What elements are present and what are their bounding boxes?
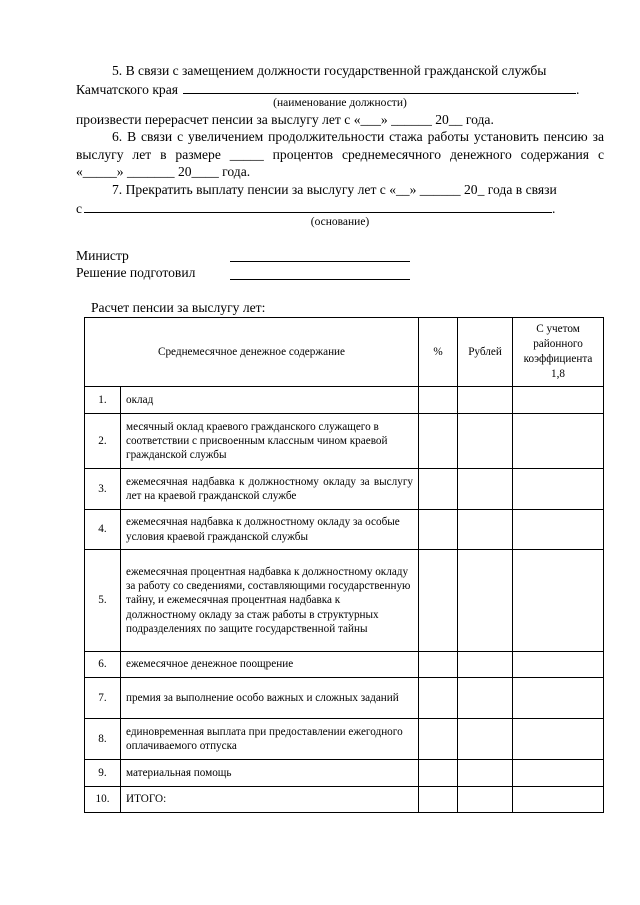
coefficient-cell[interactable] <box>513 760 604 787</box>
row-number: 1. <box>85 387 121 414</box>
rubles-cell[interactable] <box>458 652 513 678</box>
paragraph-7-line-2 <box>76 199 604 218</box>
table-row <box>85 652 604 678</box>
header-description: Среднемесячное денежное содержание <box>85 318 419 387</box>
table-row <box>85 387 604 414</box>
table-row <box>85 760 604 787</box>
table-total-row <box>85 787 604 813</box>
row-description: ИТОГО: <box>121 787 419 813</box>
row-description: месячный оклад краевого гражданского служащего в соответствии с присвоенным классным чином краевой гражданской службы <box>121 414 419 469</box>
percent-cell[interactable] <box>419 387 458 414</box>
paragraph-5-text-1: 5. В связи с замещением должности государственной гражданской службы <box>112 63 547 78</box>
table-row <box>85 414 604 469</box>
row-description: ежемесячное денежное поощрение <box>121 652 419 678</box>
rubles-cell[interactable] <box>458 387 513 414</box>
percent-cell[interactable] <box>419 719 458 760</box>
table-row <box>85 469 604 510</box>
minister-label: Министр <box>76 248 129 263</box>
minister-signature-line <box>230 261 410 262</box>
percent-cell[interactable] <box>419 652 458 678</box>
paragraph-7-lead: с <box>76 200 83 216</box>
percent-cell[interactable] <box>419 550 458 652</box>
rubles-cell[interactable] <box>458 469 513 510</box>
paragraph-7-line-1 <box>76 181 604 199</box>
row-number: 6. <box>85 652 121 678</box>
row-number: 4. <box>85 510 121 550</box>
coefficient-cell[interactable] <box>513 678 604 719</box>
coefficient-cell[interactable] <box>513 787 604 813</box>
paragraph-5-line-3: произвести перерасчет пенсии за выслугу лет с «___» ______ 20__ года. <box>76 112 494 127</box>
rubles-cell[interactable] <box>458 414 513 469</box>
rubles-cell[interactable] <box>458 550 513 652</box>
table-row <box>85 678 604 719</box>
paragraph-6-text: 6. В связи с увеличением продолжительности стажа работы установить пенсию за выслугу лет в размере _____ процентов среднемесячного денежного содержания с «_____» _______ 20____ года. <box>76 129 604 179</box>
coefficient-cell[interactable] <box>513 652 604 678</box>
percent-cell[interactable] <box>419 469 458 510</box>
coefficient-cell[interactable] <box>513 414 604 469</box>
percent-cell[interactable] <box>419 760 458 787</box>
paragraph-5-lead: Камчатского края <box>76 81 179 97</box>
pension-calculation-table <box>84 317 604 813</box>
row-description: единовременная выплата при предоставлении ежегодного оплачиваемого отпуска <box>121 719 419 760</box>
row-description: ежемесячная процентная надбавка к должностному окладу за работу со сведениями, составляющими государственную тайну, и ежемесячная процентная надбавка к должностному окладу за стаж работы в структурных подразделениях по защите государственной тайны <box>121 550 419 652</box>
row-description: ежемесячная надбавка к должностному окладу за особые условия краевой гражданской службы <box>121 510 419 550</box>
rubles-cell[interactable] <box>458 510 513 550</box>
basis-blank <box>84 199 552 213</box>
paragraph-7-text-1: 7. Прекратить выплату пенсии за выслугу лет с «__» ______ 20_ года в связи <box>112 182 557 197</box>
table-header-row <box>85 318 604 387</box>
table-row <box>85 719 604 760</box>
row-number: 3. <box>85 469 121 510</box>
row-number: 8. <box>85 719 121 760</box>
coefficient-cell[interactable] <box>513 719 604 760</box>
rubles-cell[interactable] <box>458 678 513 719</box>
paragraph-5-line-2 <box>76 80 604 99</box>
position-name-blank <box>183 80 576 94</box>
paragraph-5 <box>76 62 604 98</box>
coefficient-cell[interactable] <box>513 387 604 414</box>
row-description: ежемесячная надбавка к должностному окладу за выслугу лет на краевой гражданской службе <box>121 469 419 510</box>
position-caption: (наименование должности) <box>273 97 407 109</box>
coefficient-cell[interactable] <box>513 550 604 652</box>
paragraph-7-tail: . <box>552 200 556 216</box>
header-percent: % <box>419 318 458 387</box>
row-description: оклад <box>121 387 419 414</box>
row-number: 5. <box>85 550 121 652</box>
row-number: 10. <box>85 787 121 813</box>
prepared-signature-line <box>230 279 410 280</box>
basis-caption: (основание) <box>310 216 370 228</box>
row-number: 9. <box>85 760 121 787</box>
percent-cell[interactable] <box>419 414 458 469</box>
row-number: 2. <box>85 414 121 469</box>
paragraph-5-line-1 <box>76 62 604 80</box>
table-title: Расчет пенсии за выслугу лет: <box>91 300 266 315</box>
coefficient-cell[interactable] <box>513 510 604 550</box>
paragraph-5-tail: . <box>576 81 580 97</box>
row-description: премия за выполнение особо важных и сложных заданий <box>121 678 419 719</box>
percent-cell[interactable] <box>419 510 458 550</box>
header-rubles: Рублей <box>458 318 513 387</box>
row-number: 7. <box>85 678 121 719</box>
table-row <box>85 550 604 652</box>
coefficient-cell[interactable] <box>513 469 604 510</box>
percent-cell[interactable] <box>419 678 458 719</box>
header-coefficient: С учетом районного коэффициента 1,8 <box>513 318 604 387</box>
paragraph-6 <box>76 128 604 181</box>
percent-cell[interactable] <box>419 787 458 813</box>
row-description: материальная помощь <box>121 760 419 787</box>
table-row <box>85 510 604 550</box>
prepared-label: Решение подготовил <box>76 265 196 280</box>
paragraph-7 <box>76 181 604 217</box>
rubles-cell[interactable] <box>458 787 513 813</box>
rubles-cell[interactable] <box>458 760 513 787</box>
rubles-cell[interactable] <box>458 719 513 760</box>
